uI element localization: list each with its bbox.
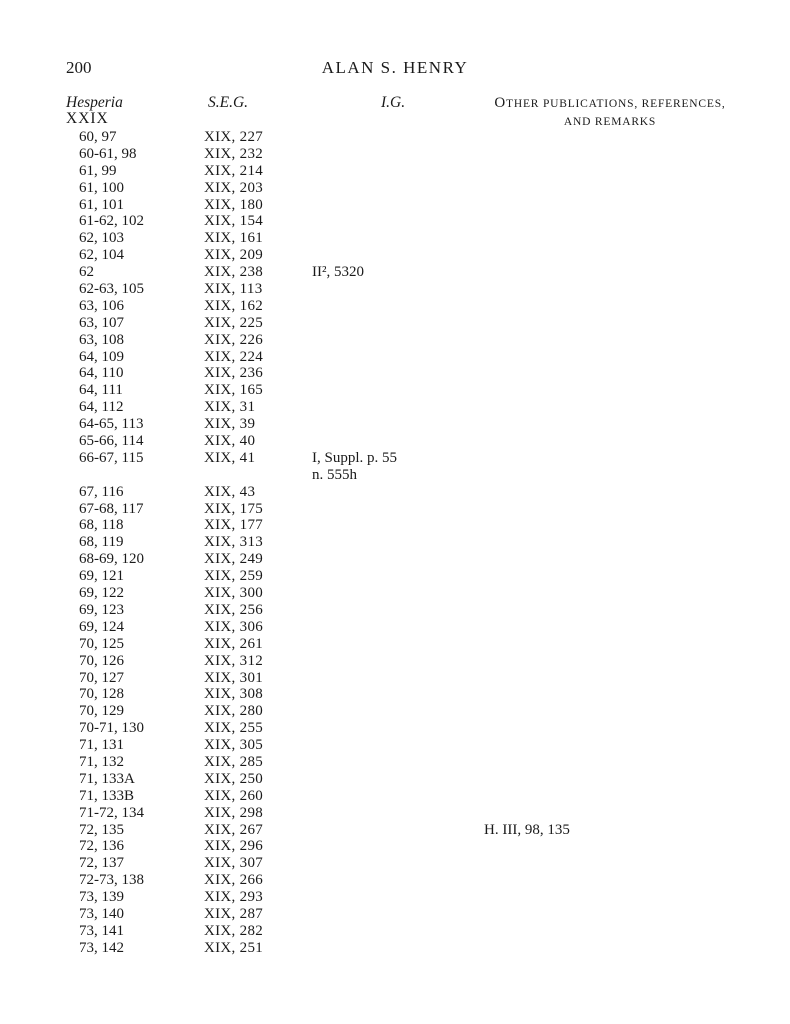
table-row bbox=[0, 146, 790, 163]
table-row bbox=[0, 433, 790, 450]
table-row bbox=[0, 872, 790, 889]
cell-hesperia: 67-68, 117 bbox=[79, 500, 144, 517]
cell-seg: XIX, 43 bbox=[204, 483, 256, 500]
table-row bbox=[0, 602, 790, 619]
table-row bbox=[0, 568, 790, 585]
table-row bbox=[0, 197, 790, 214]
cell-hesperia: 71, 132 bbox=[79, 753, 124, 770]
cell-seg: XIX, 224 bbox=[204, 348, 264, 365]
table-row bbox=[0, 281, 790, 298]
cell-hesperia: 62, 103 bbox=[79, 230, 124, 247]
table-row bbox=[0, 889, 790, 906]
cell-hesperia: 67, 116 bbox=[79, 483, 124, 500]
column-header-seg: S.E.G. bbox=[208, 94, 249, 111]
cell-seg: XIX, 312 bbox=[204, 652, 264, 669]
cell-seg: XIX, 267 bbox=[204, 821, 264, 838]
table-row bbox=[0, 230, 790, 247]
table-row bbox=[0, 855, 790, 872]
cell-seg: XIX, 260 bbox=[204, 787, 264, 804]
volume-label: XXIX bbox=[66, 110, 109, 127]
cell-seg: XIX, 301 bbox=[204, 669, 264, 686]
cell-seg: XIX, 287 bbox=[204, 905, 264, 922]
cell-seg: XIX, 177 bbox=[204, 517, 264, 534]
cell-seg: XIX, 226 bbox=[204, 331, 264, 348]
cell-ig: n. 555h bbox=[312, 466, 357, 483]
cell-hesperia: 62-63, 105 bbox=[79, 281, 144, 298]
table-row bbox=[0, 670, 790, 687]
table-row bbox=[0, 585, 790, 602]
cell-seg: XIX, 238 bbox=[204, 264, 264, 281]
table-row bbox=[0, 737, 790, 754]
cell-hesperia: 70, 126 bbox=[79, 652, 124, 669]
table-row bbox=[0, 686, 790, 703]
table-row bbox=[0, 365, 790, 382]
table-row bbox=[0, 636, 790, 653]
column-header-other-line1: OTHER PUBLICATIONS, REFERENCES, bbox=[494, 95, 726, 111]
cell-hesperia: 66-67, 115 bbox=[79, 449, 144, 466]
cell-seg: XIX, 255 bbox=[204, 720, 264, 737]
cell-seg: XIX, 259 bbox=[204, 568, 264, 585]
cell-seg: XIX, 203 bbox=[204, 179, 264, 196]
table-row bbox=[0, 332, 790, 349]
cell-seg: XIX, 251 bbox=[204, 939, 264, 956]
cell-seg: XIX, 225 bbox=[204, 314, 264, 331]
column-header-ig: I.G. bbox=[381, 94, 406, 111]
cell-seg: XIX, 308 bbox=[204, 686, 264, 703]
cell-hesperia: 61-62, 102 bbox=[79, 213, 144, 230]
cell-seg: XIX, 298 bbox=[204, 804, 264, 821]
cell-hesperia: 60, 97 bbox=[79, 129, 117, 145]
cell-hesperia: 61, 99 bbox=[79, 162, 117, 179]
page-number: 200 bbox=[66, 58, 92, 77]
cell-hesperia: 68, 119 bbox=[79, 534, 124, 551]
cell-hesperia: 60-61, 98 bbox=[79, 145, 137, 162]
cell-seg: XIX, 165 bbox=[204, 382, 264, 399]
table-row bbox=[0, 754, 790, 771]
cell-ig: II², 5320 bbox=[312, 264, 364, 281]
table-row bbox=[0, 163, 790, 180]
cell-seg: XIX, 209 bbox=[204, 247, 264, 264]
table-row bbox=[0, 720, 790, 737]
cell-seg: XIX, 249 bbox=[204, 551, 264, 568]
cell-hesperia: 63, 106 bbox=[79, 297, 124, 314]
cell-hesperia: 73, 140 bbox=[79, 905, 124, 922]
table-row bbox=[0, 180, 790, 197]
table-row bbox=[0, 517, 790, 534]
cell-hesperia: 71, 133A bbox=[79, 770, 135, 787]
table-row bbox=[0, 940, 790, 957]
table-row bbox=[0, 382, 790, 399]
table-row bbox=[0, 450, 790, 467]
cell-seg: XIX, 39 bbox=[204, 416, 256, 433]
cell-seg: XIX, 305 bbox=[204, 737, 264, 754]
cell-hesperia: 72, 136 bbox=[79, 838, 124, 855]
cell-hesperia: 73, 141 bbox=[79, 922, 124, 939]
table-row bbox=[0, 213, 790, 230]
running-head: ALAN S. HENRY bbox=[321, 58, 469, 77]
cell-hesperia: 61, 100 bbox=[79, 179, 124, 196]
cell-hesperia: 69, 124 bbox=[79, 618, 124, 635]
cell-seg: XIX, 256 bbox=[204, 601, 264, 618]
table-row bbox=[0, 534, 790, 551]
cell-seg: XIX, 313 bbox=[204, 534, 264, 551]
cell-seg: XIX, 306 bbox=[204, 618, 264, 635]
column-header-other bbox=[470, 94, 750, 131]
cell-seg: XIX, 214 bbox=[204, 162, 264, 179]
table-row bbox=[0, 501, 790, 518]
cell-hesperia: 72-73, 138 bbox=[79, 872, 144, 889]
table-row bbox=[0, 923, 790, 940]
cell-hesperia: 71, 131 bbox=[79, 737, 124, 754]
cell-seg: XIX, 236 bbox=[204, 365, 264, 382]
table-row bbox=[0, 906, 790, 923]
cell-hesperia: 69, 121 bbox=[79, 568, 124, 585]
table-row bbox=[0, 822, 790, 839]
cell-hesperia: 73, 142 bbox=[79, 939, 124, 956]
table-row bbox=[0, 399, 790, 416]
table-row bbox=[0, 484, 790, 501]
cell-hesperia: 61, 101 bbox=[79, 196, 124, 213]
table-row bbox=[0, 264, 790, 281]
cell-hesperia: 70, 128 bbox=[79, 686, 124, 703]
cell-hesperia: 64-65, 113 bbox=[79, 416, 144, 433]
table-row bbox=[0, 129, 790, 146]
cell-seg: XIX, 31 bbox=[204, 399, 256, 416]
cell-seg: XIX, 296 bbox=[204, 838, 264, 855]
cell-hesperia: 64, 112 bbox=[79, 399, 124, 416]
cell-hesperia: 70, 125 bbox=[79, 635, 124, 652]
cell-seg: XIX, 232 bbox=[204, 145, 264, 162]
cell-hesperia: 64, 109 bbox=[79, 348, 124, 365]
table-row bbox=[0, 838, 790, 855]
cell-hesperia: 72, 137 bbox=[79, 855, 124, 872]
cell-hesperia: 72, 135 bbox=[79, 821, 124, 838]
table-row bbox=[0, 619, 790, 636]
cell-hesperia: 62 bbox=[79, 264, 94, 281]
table-row bbox=[0, 551, 790, 568]
cell-hesperia: 63, 107 bbox=[79, 314, 124, 331]
cell-seg: XIX, 266 bbox=[204, 872, 264, 889]
table-row bbox=[0, 653, 790, 670]
cell-hesperia: 70-71, 130 bbox=[79, 720, 144, 737]
cell-hesperia: 64, 111 bbox=[79, 382, 123, 399]
table-row bbox=[0, 416, 790, 433]
table-row bbox=[0, 315, 790, 332]
cell-hesperia: 69, 123 bbox=[79, 601, 124, 618]
concordance-table bbox=[0, 129, 790, 957]
cell-seg: XIX, 175 bbox=[204, 500, 264, 517]
table-row bbox=[0, 805, 790, 822]
table-row bbox=[0, 771, 790, 788]
cell-hesperia: 68-69, 120 bbox=[79, 551, 144, 568]
cell-hesperia: 70, 129 bbox=[79, 703, 124, 720]
cell-seg: XIX, 293 bbox=[204, 889, 264, 906]
cell-seg: XIX, 154 bbox=[204, 213, 264, 230]
cell-hesperia: 71-72, 134 bbox=[79, 804, 144, 821]
table-row bbox=[0, 349, 790, 366]
cell-seg: XIX, 113 bbox=[204, 281, 263, 298]
table-row bbox=[0, 467, 790, 484]
table-row bbox=[0, 247, 790, 264]
cell-other: H. III, 98, 135 bbox=[484, 821, 570, 838]
cell-seg: XIX, 161 bbox=[204, 230, 264, 247]
cell-seg: XIX, 282 bbox=[204, 922, 264, 939]
column-header-hesperia: Hesperia bbox=[66, 94, 123, 111]
cell-hesperia: 63, 108 bbox=[79, 331, 124, 348]
cell-hesperia: 68, 118 bbox=[79, 517, 124, 534]
table-row bbox=[0, 298, 790, 315]
cell-hesperia: 62, 104 bbox=[79, 247, 124, 264]
cell-ig: I, Suppl. p. 55 bbox=[312, 449, 398, 466]
cell-hesperia: 64, 110 bbox=[79, 365, 124, 382]
cell-hesperia: 71, 133B bbox=[79, 787, 135, 804]
cell-seg: XIX, 285 bbox=[204, 753, 264, 770]
cell-hesperia: 69, 122 bbox=[79, 585, 124, 602]
cell-seg: XIX, 280 bbox=[204, 703, 264, 720]
table-row bbox=[0, 703, 790, 720]
cell-seg: XIX, 41 bbox=[204, 449, 256, 466]
cell-seg: XIX, 227 bbox=[204, 129, 264, 145]
cell-hesperia: 73, 139 bbox=[79, 889, 124, 906]
cell-hesperia: 70, 127 bbox=[79, 669, 124, 686]
table-row bbox=[0, 788, 790, 805]
cell-hesperia: 65-66, 114 bbox=[79, 433, 144, 450]
cell-seg: XIX, 162 bbox=[204, 297, 264, 314]
cell-seg: XIX, 40 bbox=[204, 433, 256, 450]
column-header-other-line2: AND REMARKS bbox=[563, 116, 657, 128]
cell-seg: XIX, 261 bbox=[204, 635, 264, 652]
cell-seg: XIX, 307 bbox=[204, 855, 264, 872]
cell-seg: XIX, 180 bbox=[204, 196, 264, 213]
cell-seg: XIX, 250 bbox=[204, 770, 264, 787]
cell-seg: XIX, 300 bbox=[204, 585, 264, 602]
